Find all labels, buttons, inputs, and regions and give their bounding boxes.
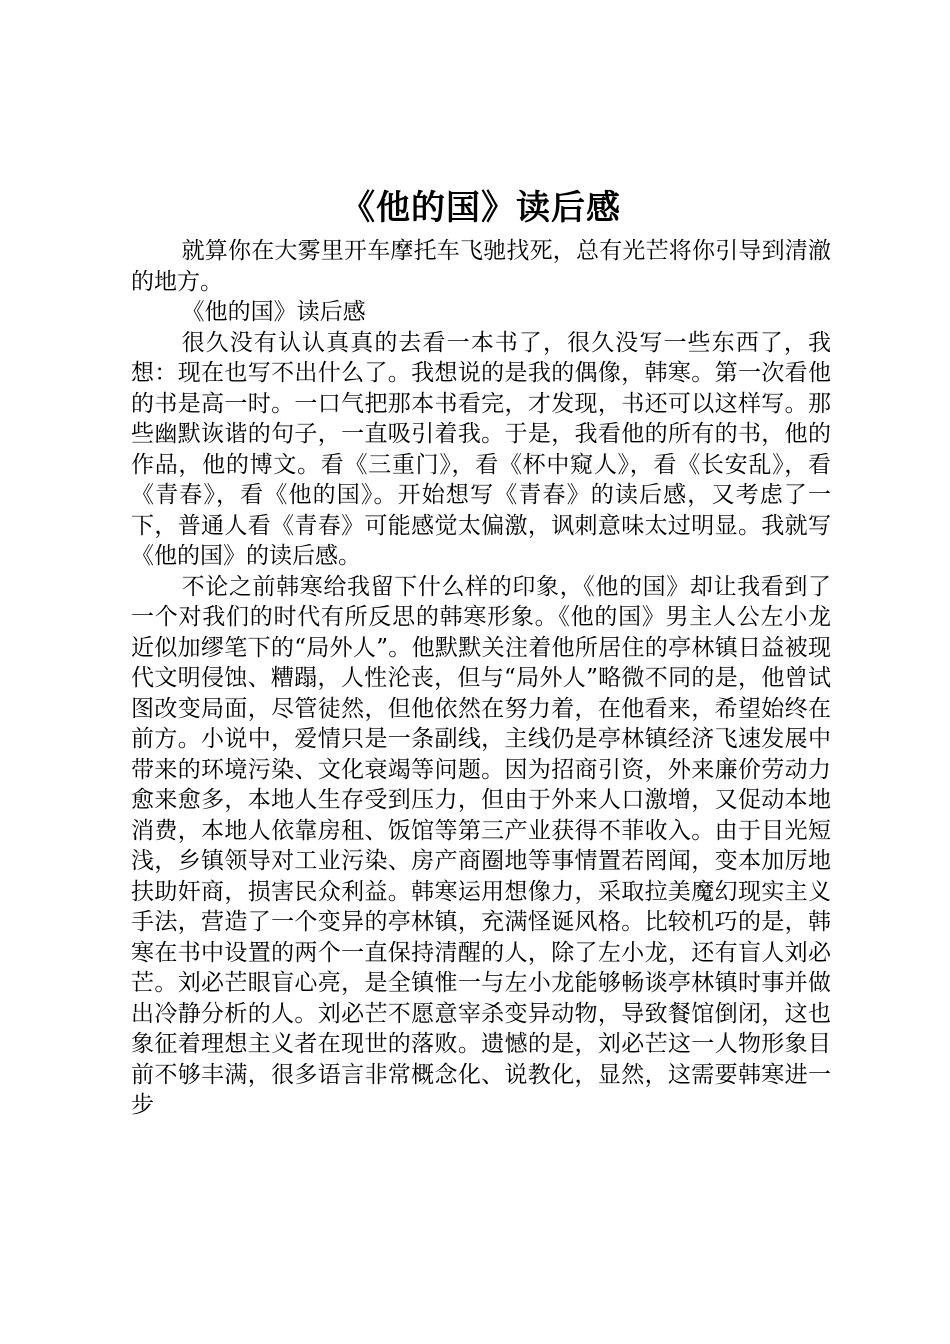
paragraph-intro: 很久没有认认真真的去看一本书了，很久没写一些东西了，我想：现在也写不出什么了。我想说的是我的偶像，韩寒。第一次看他的书是高一时。一口气把那本书看完，才发现，书还可以这样写。那些幽默诙谐的句子，一直吸引着我。于是，我看他的所有的书，他的作品，他的博文。看《三重门》，看《杯中窥人》，看《长安乱》，看《青春》，看《他的国》。开始想写《青春》的读后感，又考虑了一下，普通人看《青春》可能感觉太偏激，讽刺意味太过明显。我就写《他的国》的读后感。 — [131, 329, 831, 569]
document-title: 《他的国》读后感 — [341, 188, 621, 228]
paragraph-epigraph: 就算你在大雾里开车摩托车飞驰找死，总有光芒将你引导到清澈的地方。 — [131, 238, 831, 295]
document-page — [131, 184, 831, 1121]
paragraph-analysis: 不论之前韩寒给我留下什么样的印象，《他的国》却让我看到了一个对我们的时代有所反思的韩寒形象。《他的国》男主人公左小龙近似加缪笔下的“局外人”。他默默关注着他所居住的亭林镇日益被现代文明侵蚀、糟蹋，人性沦丧，但与“局外人”略微不同的是，他曾试图改变局面，尽管徒然，但他依然在努力着，在他看来，希望始终在前方。小说中，爱情只是一条副线，主线仍是亭林镇经济飞速发展中带来的环境污染、文化衰竭等问题。因为招商引资，外来廉价劳动力愈来愈多，本地人生存受到压力，但由于外来人口激增，又促动本地消费，本地人依靠房租、饭馆等第三产业获得不菲收入。由于目光短浅，乡镇领导对工业污染、房产商圈地等事情置若罔闻，变本加厉地扶助奸商，损害民众利益。韩寒运用想像力，采取拉美魔幻现实主义手法，营造了一个变异的亭林镇，充满怪诞风格。比较机巧的是，韩寒在书中设置的两个一直保持清醒的人，除了左小龙，还有盲人刘必芒。刘必芒眼盲心亮，是全镇惟一与左小龙能够畅谈亭林镇时事并做出冷静分析的人。刘必芒不愿意宰杀变异动物，导致餐馆倒闭，这也象征着理想主义者在现世的落败。遗憾的是，刘必芒这一人物形象目前不够丰满，很多语言非常概念化、说教化，显然，这需要韩寒进一步 — [131, 573, 831, 1118]
paragraph-subtitle: 《他的国》读后感 — [181, 299, 366, 325]
